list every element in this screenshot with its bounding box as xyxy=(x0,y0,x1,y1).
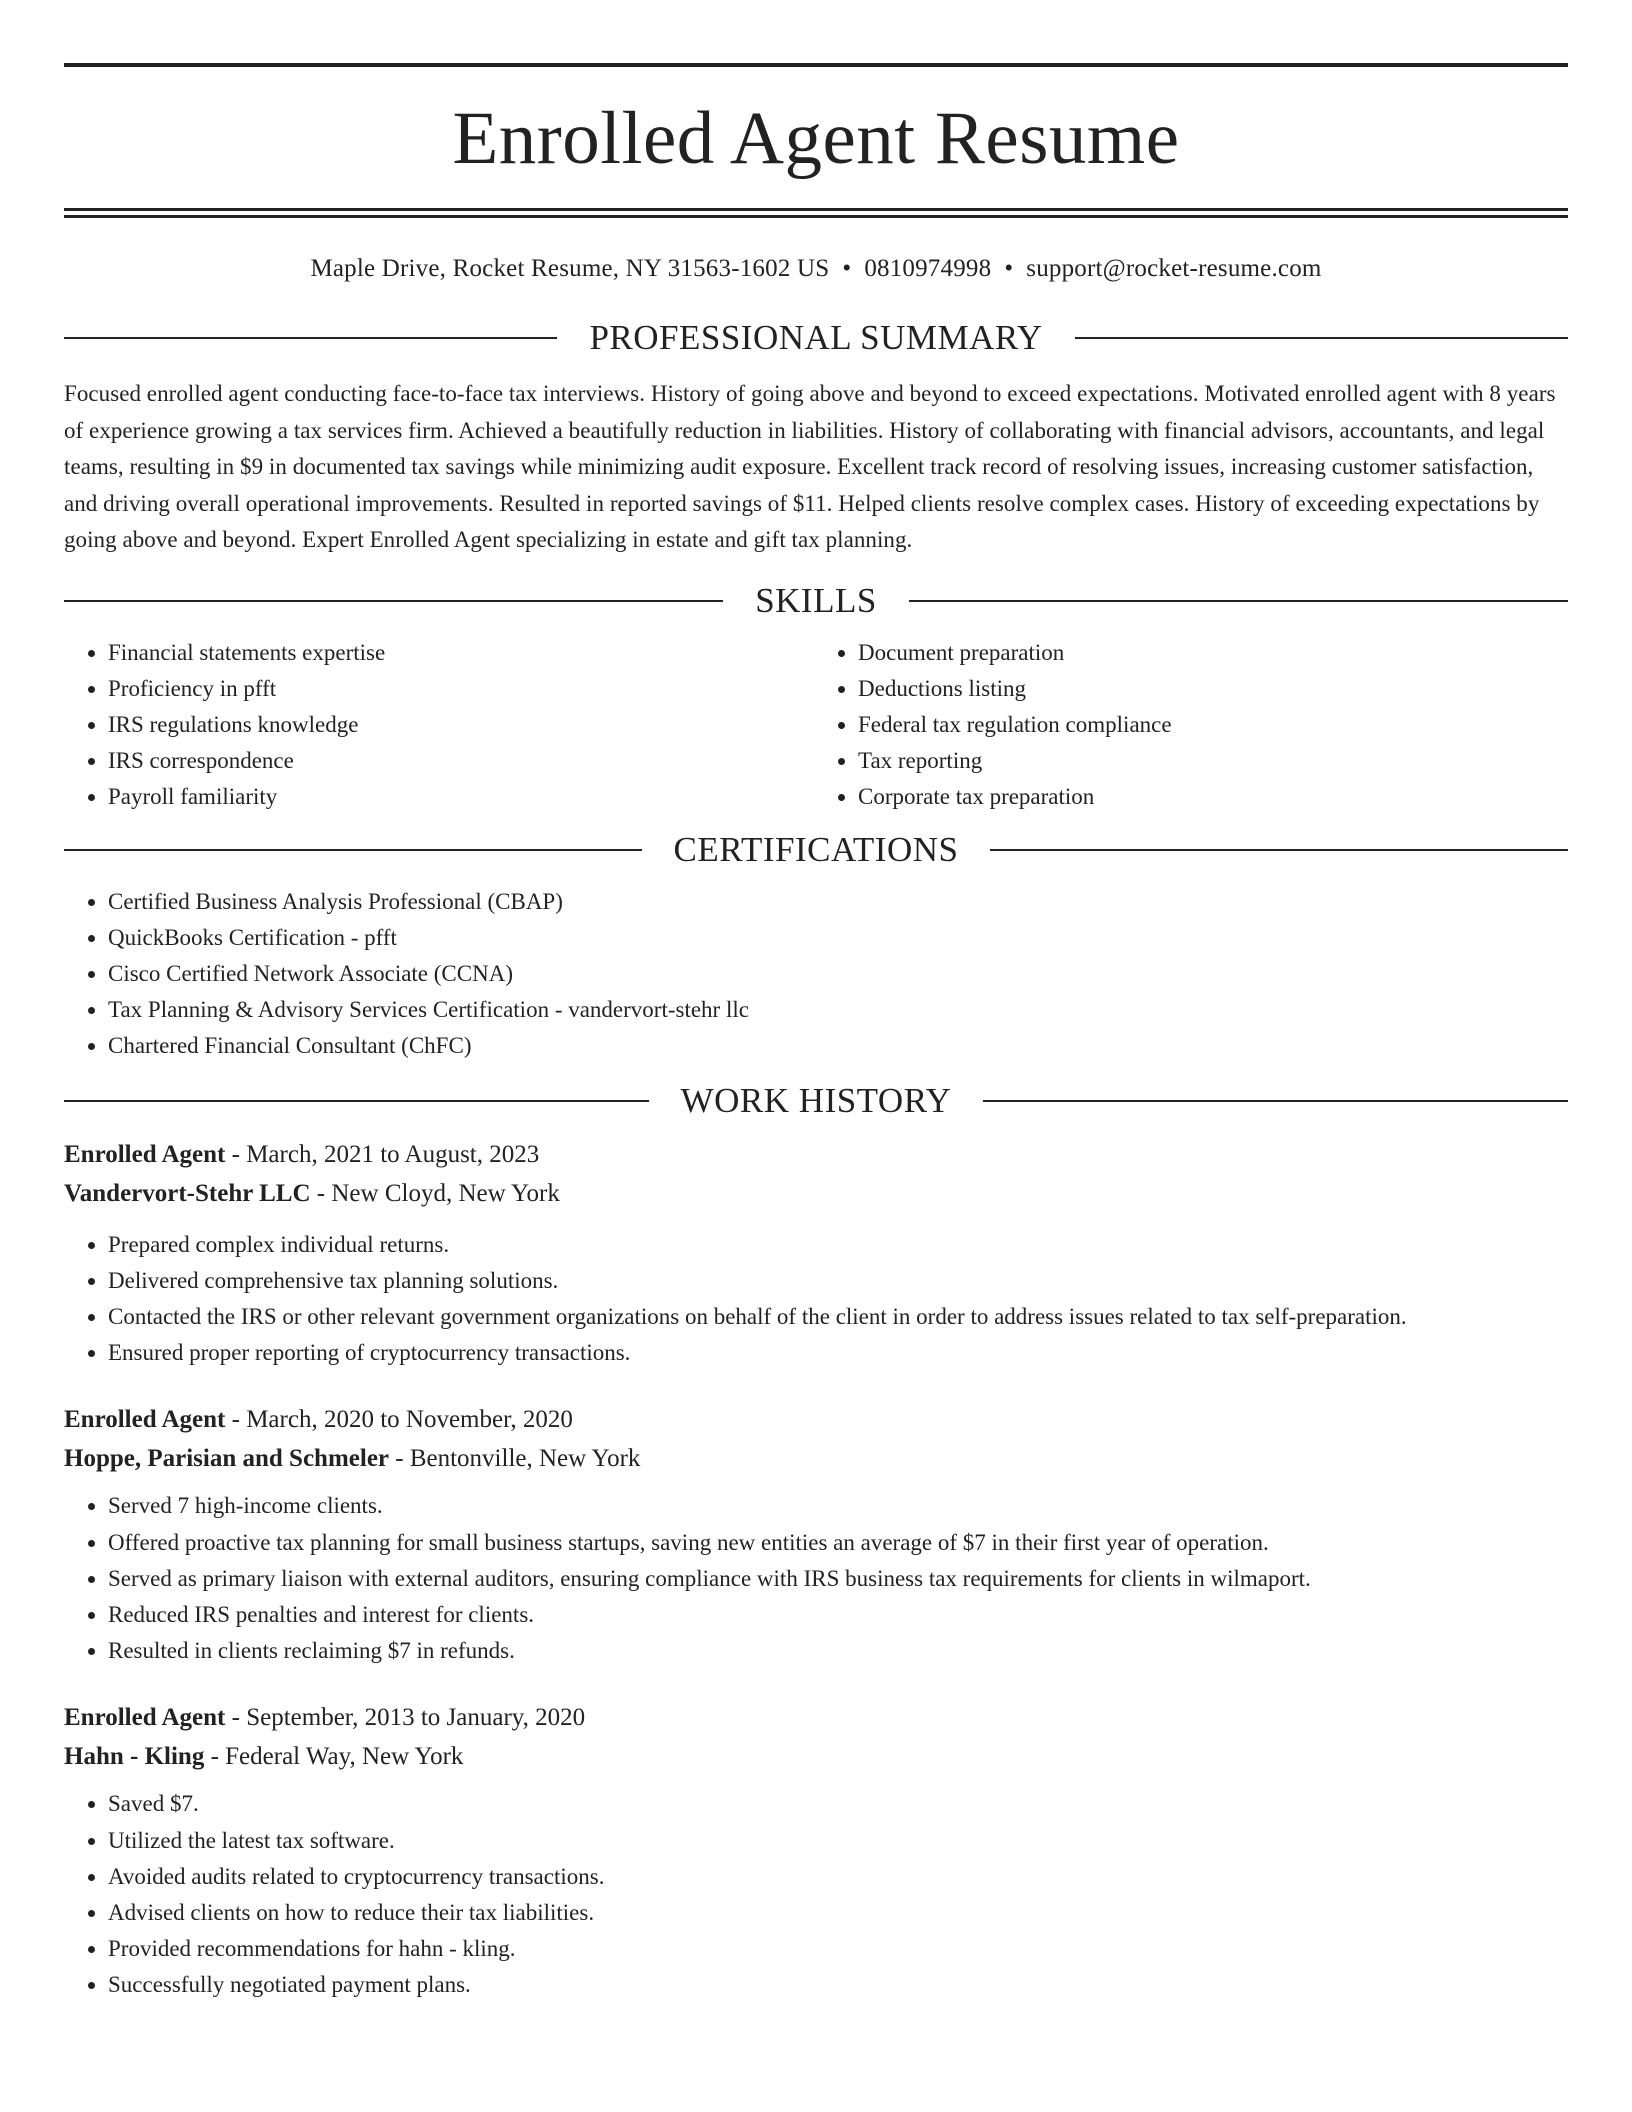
job-bullet: • Reduced IRS penalties and interest for clients. xyxy=(108,1597,1568,1633)
job-entry xyxy=(64,1135,1568,1372)
heading-rule xyxy=(1075,337,1568,339)
skill-item: • Document preparation xyxy=(858,635,1568,671)
job-bullets xyxy=(64,1786,1568,2003)
heading-rule xyxy=(909,600,1568,602)
heading-rule xyxy=(64,1100,649,1102)
contact-line xyxy=(64,254,1568,284)
heading-rule xyxy=(64,337,557,339)
job-dates: March, 2020 to November, 2020 xyxy=(246,1406,573,1434)
contact-email[interactable]: support@rocket-resume.com xyxy=(1026,255,1322,282)
job-company-line: Hahn - Kling - Federal Way, New York xyxy=(64,1743,464,1771)
skills-list-left xyxy=(64,635,816,816)
job-bullet: • Successfully negotiated payment plans. xyxy=(108,1967,1568,2003)
contact-separator: • xyxy=(1004,255,1014,282)
resume-title: Enrolled Agent Resume xyxy=(452,97,1180,180)
certification-item: • Chartered Financial Consultant (ChFC) xyxy=(108,1028,1568,1064)
job-bullet: • Utilized the latest tax software. xyxy=(108,1823,1568,1859)
skill-item: • Federal tax regulation compliance xyxy=(858,707,1568,743)
job-location: Bentonville, New York xyxy=(409,1445,641,1473)
section-title: PROFESSIONAL SUMMARY xyxy=(589,318,1043,357)
job-title: Enrolled Agent xyxy=(64,1140,226,1168)
job-bullets xyxy=(64,1227,1568,1372)
skill-item: • IRS regulations knowledge xyxy=(108,707,816,743)
job-title: Enrolled Agent xyxy=(64,1406,226,1434)
job-bullet: • Prepared complex individual returns. xyxy=(108,1227,1568,1263)
contact-separator: • xyxy=(842,255,852,282)
job-location: New Cloyd, New York xyxy=(331,1179,560,1207)
skills-grid xyxy=(64,635,1568,816)
heading-rule xyxy=(983,1100,1568,1102)
job-bullet: • Delivered comprehensive tax planning solutions. xyxy=(108,1263,1568,1299)
section-heading-summary xyxy=(64,316,1568,360)
certification-item: • Certified Business Analysis Professional (CBAP) xyxy=(108,884,1568,920)
certifications-list xyxy=(64,884,1568,1065)
section-title: CERTIFICATIONS xyxy=(673,829,959,869)
job-bullet: • Served as primary liaison with external auditors, ensuring compliance with IRS business tax requirements for clients in wilmaport. xyxy=(108,1561,1568,1597)
section-heading-work-history xyxy=(64,1079,1568,1123)
job-bullet: • Avoided audits related to cryptocurrency transactions. xyxy=(108,1859,1568,1895)
job-bullet: • Contacted the IRS or other relevant government organizations on behalf of the client in order to address issues related to tax self-preparation. xyxy=(108,1299,1568,1335)
job-bullet: • Resulted in clients reclaiming $7 in refunds. xyxy=(108,1633,1568,1669)
job-title-line: Enrolled Agent - March, 2020 to November, 2020 xyxy=(64,1406,573,1434)
skill-item: • Tax reporting xyxy=(858,743,1568,779)
job-entry xyxy=(64,1400,1568,1669)
job-company-line: Vandervort-Stehr LLC - New Cloyd, New York xyxy=(64,1179,560,1207)
job-title-line: Enrolled Agent - March, 2021 to August, 2023 xyxy=(64,1140,540,1168)
job-bullets xyxy=(64,1488,1568,1669)
title-double-rule xyxy=(64,208,1568,218)
contact-phone: 0810974998 xyxy=(864,255,992,282)
summary-text: Focused enrolled agent conducting face-to-face tax interviews. History of going above and beyond to exceed expectations. Motivated enrolled agent with 8 years of experience growing a tax services firm. Achieved a beautifully reduction in liabilities. History of collaborating with financial advisors, accountants, and legal teams, resulting in $9 in documented tax savings while minimizing audit exposure. Excellent track record of resolving issues, increasing customer satisfaction, and driving overall operational improvements. Resulted in reported savings of $11. Helped clients resolve complex cases. History of exceeding expectations by going above and beyond. Expert Enrolled Agent specializing in estate and gift tax planning. xyxy=(64,381,1556,552)
certification-item: • Cisco Certified Network Associate (CCNA) xyxy=(108,956,1568,992)
skill-item: • IRS correspondence xyxy=(108,743,816,779)
job-title: Enrolled Agent xyxy=(64,1704,226,1732)
heading-rule xyxy=(990,849,1568,851)
job-bullet: • Served 7 high-income clients. xyxy=(108,1488,1568,1524)
skill-item: • Corporate tax preparation xyxy=(858,779,1568,815)
job-company: Vandervort-Stehr LLC xyxy=(64,1179,311,1207)
section-heading-certifications xyxy=(64,828,1568,872)
job-bullet: • Advised clients on how to reduce their tax liabilities. xyxy=(108,1895,1568,1931)
job-bullet: • Ensured proper reporting of cryptocurrency transactions. xyxy=(108,1335,1568,1371)
job-dates: March, 2021 to August, 2023 xyxy=(246,1140,540,1168)
job-dates: September, 2013 to January, 2020 xyxy=(246,1704,586,1732)
job-bullet: • Provided recommendations for hahn - kling. xyxy=(108,1931,1568,1967)
job-company: Hahn - Kling xyxy=(64,1743,205,1771)
contact-address: Maple Drive, Rocket Resume, NY 31563-1602 US xyxy=(310,255,830,282)
job-title-line: Enrolled Agent - September, 2013 to January, 2020 xyxy=(64,1704,586,1732)
job-bullet: • Offered proactive tax planning for small business startups, saving new entities an average of $7 in their first year of operation. xyxy=(108,1525,1568,1561)
skill-item: • Payroll familiarity xyxy=(108,779,816,815)
heading-rule xyxy=(64,600,723,602)
certification-item: • Tax Planning & Advisory Services Certification - vandervort-stehr llc xyxy=(108,992,1568,1028)
section-title: SKILLS xyxy=(755,580,877,620)
section-heading-skills xyxy=(64,579,1568,623)
skill-item: • Deductions listing xyxy=(858,671,1568,707)
job-entry xyxy=(64,1698,1568,2003)
heading-rule xyxy=(64,849,642,851)
section-title: WORK HISTORY xyxy=(680,1080,952,1120)
job-bullet: • Saved $7. xyxy=(108,1786,1568,1822)
skills-list-right xyxy=(816,635,1568,816)
skill-item: • Proficiency in pfft xyxy=(108,671,816,707)
job-location: Federal Way, New York xyxy=(225,1743,464,1771)
top-rule xyxy=(64,63,1568,67)
job-company: Hoppe, Parisian and Schmeler xyxy=(64,1445,390,1473)
job-company-line: Hoppe, Parisian and Schmeler - Bentonville, New York xyxy=(64,1445,641,1473)
skill-item: • Financial statements expertise xyxy=(108,635,816,671)
certification-item: • QuickBooks Certification - pfft xyxy=(108,920,1568,956)
resume-page xyxy=(64,0,1568,2004)
